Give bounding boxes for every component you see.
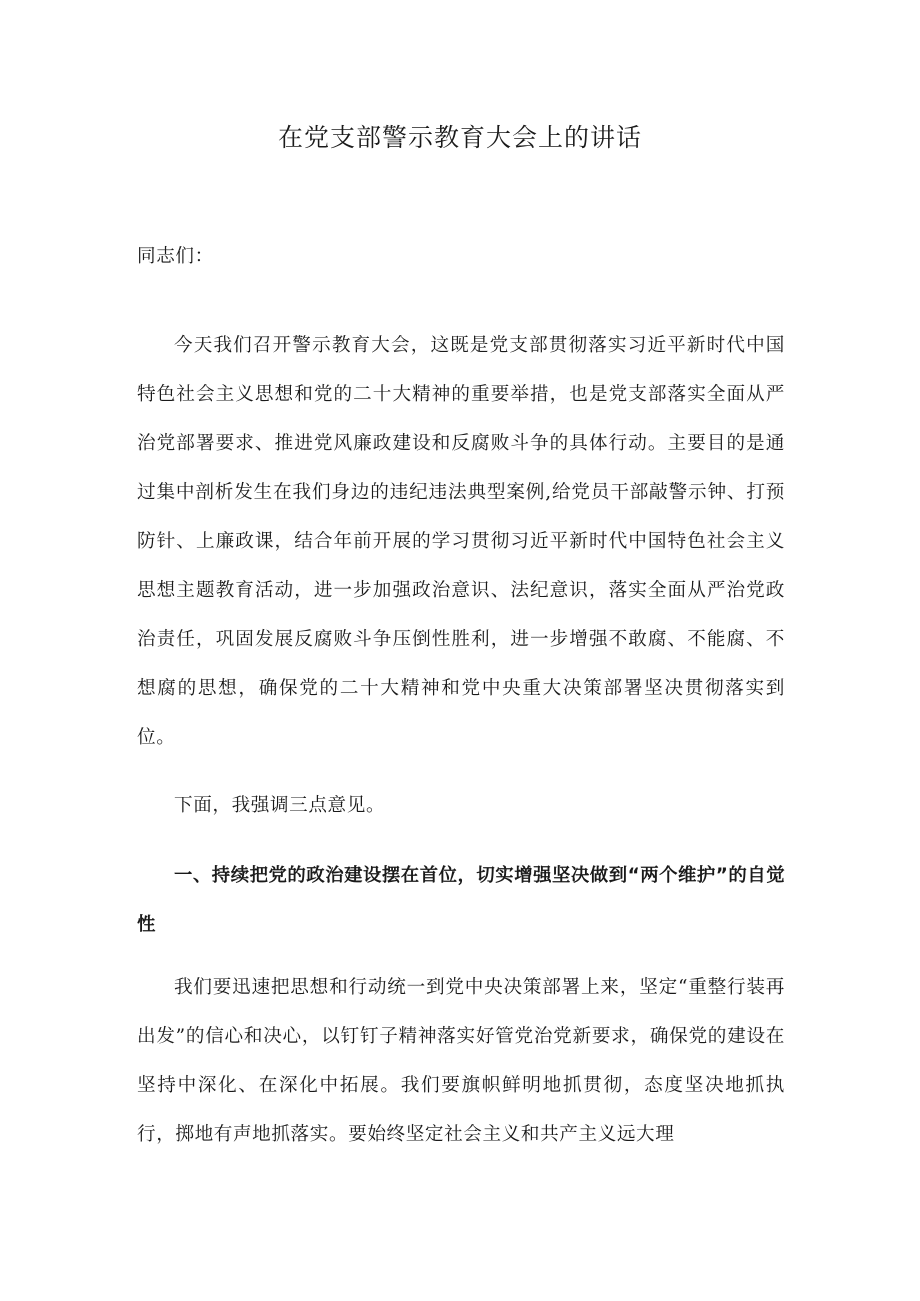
salutation: 同志们： (137, 246, 214, 267)
section-heading-1: 一、持续把党的政治建设摆在首位，切实增强坚决做到“两个维护”的自觉性 (137, 865, 785, 935)
document-title: 在党支部警示教育大会上的讲话 (277, 123, 642, 152)
paragraph-intro: 今天我们召开警示教育大会，这既是党支部贯彻落实习近平新时代中国特色社会主义思想和党的二十大精神的重要举措，也是党支部落实全面从严治党部署要求、推进党风廉政建设和反腐败斗争的具体行动。主要目的是通过集中剖析发生在我们身边的违纪违法典型案例,给党员干部敲警示钟、打预防针、上廉政课，结合年前开展的学习贯彻习近平新时代中国特色社会主义思想主题教育活动，进一步加强政治意识、法纪意识，落实全面从严治党政治责任，巩固发展反腐败斗争压倒性胜利，进一步增强不敢腐、不能腐、不想腐的思想，确保党的二十大精神和党中央重大决策部署坚决贯彻落实到位。 (137, 335, 785, 748)
paragraph-section-1: 我们要迅速把思想和行动统一到党中央决策部署上来，坚定“重整行装再出发”的信心和决心，以钉钉子精神落实好管党治党新要求，确保党的建设在坚持中深化、在深化中拓展。我们要旗帜鲜明地抓贯彻，态度坚决地抓执行，掷地有声地抓落实。要始终坚定社会主义和共产主义远大理 (137, 977, 785, 1145)
paragraph-transition: 下面，我强调三点意见。 (174, 795, 386, 816)
